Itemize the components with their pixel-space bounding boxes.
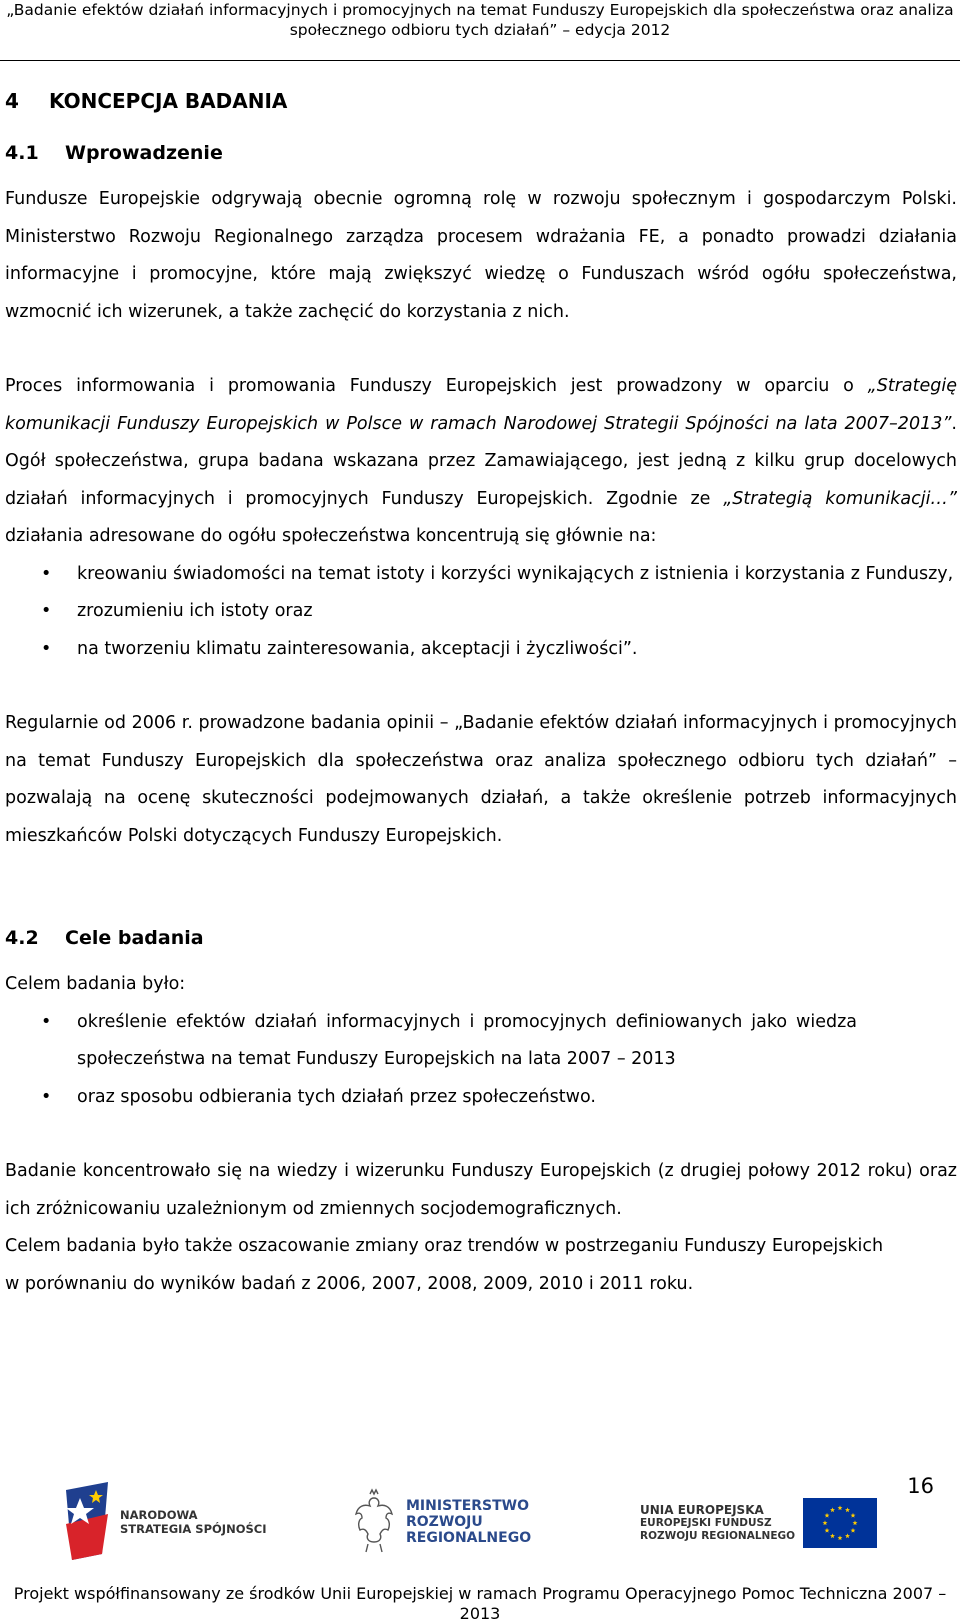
section-heading-4-2 bbox=[5, 921, 957, 955]
strategy-title-italic: „Strategię komunikacji Funduszy Europejskich w Polsce w ramach Narodowej Strategii Spójności na lata 2007–2013” bbox=[5, 376, 957, 434]
nss-logo bbox=[62, 1480, 266, 1564]
section-number: 4.1 bbox=[5, 142, 39, 164]
chapter-number: 4 bbox=[5, 89, 19, 113]
eu-text-1: UNIA EUROPEJSKA bbox=[640, 1502, 764, 1517]
page-body bbox=[5, 84, 957, 1303]
eu-text-3: ROZWOJU REGIONALNEGO bbox=[640, 1529, 796, 1542]
mrr-text-3: REGIONALNEGO bbox=[406, 1530, 532, 1546]
trend-paragraph bbox=[5, 1228, 957, 1303]
header-line-1: „Badanie efektów działań informacyjnych i promocyjnych na temat Funduszy Europejskich dla społeczeństwa oraz analiza bbox=[6, 1, 954, 19]
strategy-paragraph bbox=[5, 368, 957, 556]
list-item: • na tworzeniu klimatu zainteresowania, akceptacji i życzliwości”. bbox=[5, 631, 957, 669]
logo-bar bbox=[0, 1480, 960, 1570]
page-number: 16 bbox=[907, 1474, 934, 1498]
cofinancing-footer: Projekt współfinansowany ze środków Unii Europejskiej w ramach Programu Operacyjnego Pomoc Techniczna 2007 – 2013 bbox=[13, 1584, 947, 1623]
eu-flag-icon bbox=[803, 1498, 877, 1548]
section-title: Wprowadzenie bbox=[65, 142, 223, 164]
header-line-2: społecznego odbioru tych działań” – edycja 2012 bbox=[289, 21, 671, 39]
nss-flag-icon bbox=[62, 1480, 114, 1564]
list-item: • określenie efektów działań informacyjnych i promocyjnych definiowanych jako wiedza społeczeństwa na temat Funduszy Europejskich na lata 2007 – 2013 bbox=[5, 1004, 957, 1079]
strategy-paragraph-text-2: . Ogół społeczeństwa, grupa badana wskazana przez Zamawiającego, jest jedną z kilku grup docelowych działań informacyjnych i promocyjnych Funduszy Europejskich. Zgodnie ze bbox=[5, 413, 957, 509]
list-item: • kreowaniu świadomości na temat istoty i korzyści wynikających z istnienia i korzystania z Funduszy, bbox=[5, 556, 957, 594]
bullet-icon: • bbox=[41, 1086, 52, 1107]
goals-bullet-list bbox=[5, 1004, 957, 1117]
eu-logo bbox=[640, 1498, 877, 1548]
trend-line-2: w porównaniu do wyników badań z 2006, 2007, 2008, 2009, 2010 i 2011 roku. bbox=[5, 1273, 694, 1294]
bullet-icon: • bbox=[41, 638, 52, 659]
section-number: 4.2 bbox=[5, 927, 39, 949]
trend-line-1: Celem badania było także oszacowanie zmiany oraz trendów w postrzeganiu Funduszy Europejskich bbox=[5, 1236, 884, 1256]
bullet-icon: • bbox=[41, 563, 52, 584]
polish-eagle-icon bbox=[352, 1484, 396, 1560]
list-item: • zrozumieniu ich istoty oraz bbox=[5, 593, 957, 631]
mrr-text-2: ROZWOJU bbox=[406, 1514, 483, 1530]
research-paragraph: Regularnie od 2006 r. prowadzone badania opinii – „Badanie efektów działań informacyjnych i promocyjnych na temat Funduszy Europejskich dla społeczeństwa oraz analiza społecznego odbioru tych działań” – pozwalają na ocenę skuteczności podejmowanych działań, a także określenie potrzeb informacyjnych mieszkańców Polski dotyczących Funduszy Europejskich. bbox=[5, 713, 957, 846]
strategy-paragraph-text-1: Proces informowania i promowania Funduszy Europejskich jest prowadzony w oparciu o bbox=[5, 376, 868, 396]
running-header bbox=[0, 0, 960, 40]
chapter-heading bbox=[5, 84, 957, 118]
mrr-text-1: MINISTERSTWO bbox=[406, 1498, 530, 1514]
nss-text-2: STRATEGIA SPÓJNOŚCI bbox=[120, 1522, 267, 1536]
chapter-title: KONCEPCJA BADANIA bbox=[49, 89, 288, 113]
strategy-short-italic: „Strategią komunikacji…” bbox=[723, 488, 958, 509]
section-heading-4-1 bbox=[5, 136, 957, 170]
mrr-logo bbox=[352, 1484, 531, 1560]
goals-intro: Celem badania było: bbox=[5, 974, 186, 994]
focus-paragraph: Badanie koncentrowało się na wiedzy i wizerunku Funduszy Europejskich (z drugiej połowy 2012 roku) oraz ich zróżnicowaniu uzależnionym od zmiennych socjodemograficznych. bbox=[5, 1161, 957, 1219]
header-divider bbox=[0, 60, 960, 61]
section-title: Cele badania bbox=[65, 927, 204, 949]
nss-text-1: NARODOWA bbox=[120, 1508, 198, 1522]
strategy-paragraph-text-3: działania adresowane do ogółu społeczeństwa koncentrują się głównie na: bbox=[5, 526, 657, 546]
bullet-icon: • bbox=[41, 1011, 52, 1032]
focus-bullet-list bbox=[5, 556, 957, 669]
list-item: • oraz sposobu odbierania tych działań przez społeczeństwo. bbox=[5, 1079, 957, 1117]
eu-text-2: EUROPEJSKI FUNDUSZ bbox=[640, 1516, 772, 1529]
bullet-icon: • bbox=[41, 601, 52, 621]
intro-paragraph: Fundusze Europejskie odgrywają obecnie ogromną rolę w rozwoju społecznym i gospodarczym Polski. Ministerstwo Rozwoju Regionalnego zarządza procesem wdrażania FE, a ponadto prowadzi działania informacyjne i promocyjne, które mają zwiększyć wiedzę o Funduszach wśród ogółu społeczeństwa, wzmocnić ich wizerunek, a także zachęcić do korzystania z nich. bbox=[5, 189, 957, 322]
